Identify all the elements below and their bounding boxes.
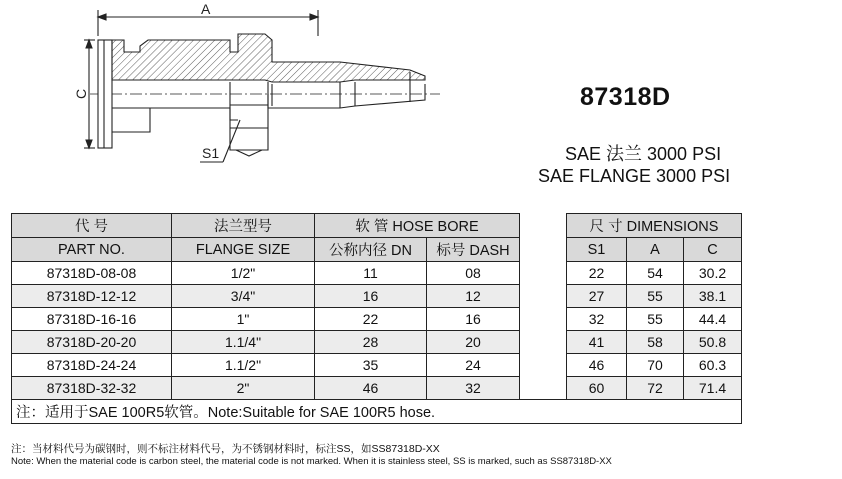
cell-part: 87318D-24-24 xyxy=(12,354,172,377)
header-s1: S1 xyxy=(567,238,627,262)
dim-a-label: A xyxy=(201,1,211,17)
cell-dash: 12 xyxy=(427,285,520,308)
table-header-row-2 xyxy=(12,238,742,262)
cell-dash: 20 xyxy=(427,331,520,354)
table-row xyxy=(12,262,742,285)
header-part-no: PART NO. xyxy=(12,238,172,262)
table-gap xyxy=(520,262,567,285)
header-a: A xyxy=(627,238,684,262)
header-hose-bore: 软 管 HOSE BORE xyxy=(315,214,520,238)
cell-a: 55 xyxy=(627,285,684,308)
dim-c-label: C xyxy=(73,88,89,99)
table-row xyxy=(12,308,742,331)
table-row xyxy=(12,354,742,377)
cell-c: 50.8 xyxy=(684,331,742,354)
cell-dn: 22 xyxy=(315,308,427,331)
footnote-en: Note: When the material code is carbon steel, the material code is not marked. When it is stainless steel, SS is marked, such as SS87318D-XX xyxy=(11,456,612,467)
cell-dn: 35 xyxy=(315,354,427,377)
table-gap xyxy=(520,377,567,400)
cell-part: 87318D-16-16 xyxy=(12,308,172,331)
table-gap xyxy=(520,308,567,331)
table-gap xyxy=(520,354,567,377)
cell-a: 72 xyxy=(627,377,684,400)
cell-c: 30.2 xyxy=(684,262,742,285)
cell-part: 87318D-32-32 xyxy=(12,377,172,400)
cell-part: 87318D-12-12 xyxy=(12,285,172,308)
cell-flange: 2" xyxy=(172,377,315,400)
dim-s1-label: S1 xyxy=(202,145,220,161)
cell-flange: 3/4" xyxy=(172,285,315,308)
cell-dn: 46 xyxy=(315,377,427,400)
table-note: 注：适用于SAE 100R5软管。Note:Suitable for SAE 100R5 hose. xyxy=(12,400,742,424)
table-gap xyxy=(520,214,567,238)
part-title: 87318D xyxy=(580,83,671,111)
cell-flange: 1" xyxy=(172,308,315,331)
cell-dn: 11 xyxy=(315,262,427,285)
cell-s1: 46 xyxy=(567,354,627,377)
cell-a: 54 xyxy=(627,262,684,285)
cell-dn: 16 xyxy=(315,285,427,308)
cell-flange: 1.1/4" xyxy=(172,331,315,354)
cell-a: 70 xyxy=(627,354,684,377)
cell-flange: 1.1/2" xyxy=(172,354,315,377)
cell-c: 44.4 xyxy=(684,308,742,331)
table-note-row xyxy=(12,400,742,424)
subtitle-cn: SAE 法兰 3000 PSI xyxy=(565,144,722,164)
cell-part: 87318D-20-20 xyxy=(12,331,172,354)
header-dash: 标号 DASH xyxy=(427,238,520,262)
header-code-cn: 代 号 xyxy=(12,214,172,238)
cell-s1: 32 xyxy=(567,308,627,331)
cell-c: 60.3 xyxy=(684,354,742,377)
cell-s1: 60 xyxy=(567,377,627,400)
header-flange-cn: 法兰型号 xyxy=(172,214,315,238)
table-row xyxy=(12,331,742,354)
table-row xyxy=(12,377,742,400)
cell-s1: 27 xyxy=(567,285,627,308)
table-gap xyxy=(520,285,567,308)
cell-dn: 28 xyxy=(315,331,427,354)
cell-dash: 08 xyxy=(427,262,520,285)
table-gap xyxy=(520,331,567,354)
table-row xyxy=(12,285,742,308)
cell-flange: 1/2" xyxy=(172,262,315,285)
spec-table xyxy=(11,213,742,424)
cell-s1: 22 xyxy=(567,262,627,285)
cell-dash: 32 xyxy=(427,377,520,400)
cell-a: 55 xyxy=(627,308,684,331)
table-gap xyxy=(520,238,567,262)
cell-dash: 24 xyxy=(427,354,520,377)
footnote-cn: 注：当材料代号为碳钢时，则不标注材料代号，为不锈钢材料时，标注SS，如SS87318D-XX xyxy=(11,443,440,455)
cell-c: 38.1 xyxy=(684,285,742,308)
cell-dash: 16 xyxy=(427,308,520,331)
cell-s1: 41 xyxy=(567,331,627,354)
cell-c: 71.4 xyxy=(684,377,742,400)
cell-a: 58 xyxy=(627,331,684,354)
subtitle-en: SAE FLANGE 3000 PSI xyxy=(538,166,731,186)
table-header-row-1 xyxy=(12,214,742,238)
header-flange-size: FLANGE SIZE xyxy=(172,238,315,262)
header-c: C xyxy=(684,238,742,262)
header-dimensions: 尺 寸 DIMENSIONS xyxy=(567,214,742,238)
cell-part: 87318D-08-08 xyxy=(12,262,172,285)
header-dn: 公称内径 DN xyxy=(315,238,427,262)
